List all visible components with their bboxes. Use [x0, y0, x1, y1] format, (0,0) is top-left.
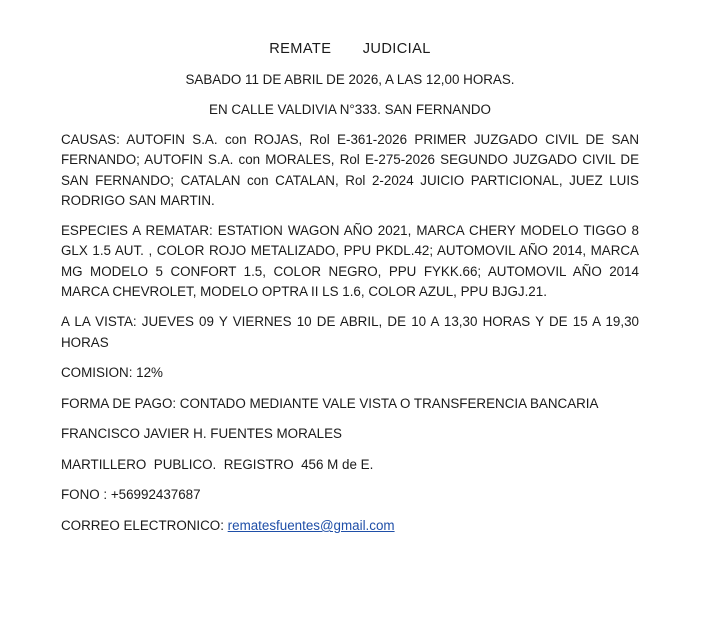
- page-title: REMATE JUDICIAL: [269, 41, 431, 57]
- causas-paragraph: CAUSAS: AUTOFIN S.A. con ROJAS, Rol E-361-2026 PRIMER JUZGADO CIVIL DE SAN FERNANDO; AUTOFIN S.A. con MORALES, Rol E-275-2026 SEGUNDO JUZGADO CIVIL DE SAN FERNANDO; CATALAN con CATALAN, Rol 2-2024 JUICIO PARTICIONAL, JUEZ LUIS RODRIGO SAN MARTIN.: [61, 132, 639, 208]
- correo-label: CORREO ELECTRONICO:: [61, 517, 228, 533]
- martillero-name-line: FRANCISCO JAVIER H. FUENTES MORALES: [61, 426, 342, 442]
- fono-line: FONO : +56992437687: [61, 487, 201, 503]
- especies-paragraph: ESPECIES A REMATAR: ESTATION WAGON AÑO 2021, MARCA CHERY MODELO TIGGO 8 GLX 1.5 AUT. , COLOR ROJO METALIZADO, PPU PKDL.42; AUTOMOVIL AÑO 2014, MARCA MG MODELO 5 CONFORT 1.5, COLOR NEGRO, PPU FYKK.66; AUTOMOVIL AÑO 2014 MARCA CHEVROLET, MODELO OPTRA II LS 1.6, COLOR AZUL, PPU BJGJ.21.: [61, 223, 639, 300]
- comision-line: COMISION: 12%: [61, 364, 163, 380]
- forma-pago-line: FORMA DE PAGO: CONTADO MEDIANTE VALE VISTA O TRANSFERENCIA BANCARIA: [61, 395, 599, 411]
- document-page: [61, 38, 639, 547]
- martillero-registro-line: MARTILLERO PUBLICO. REGISTRO 456 M de E.: [61, 456, 374, 472]
- date-line: SABADO 11 DE ABRIL DE 2026, A LAS 12,00 HORAS.: [185, 72, 515, 87]
- address-line: EN CALLE VALDIVIA N°333. SAN FERNANDO: [209, 102, 491, 117]
- email-link[interactable]: rematesfuentes@gmail.com: [227, 517, 395, 533]
- correo-line: [61, 516, 639, 537]
- vista-paragraph: A LA VISTA: JUEVES 09 Y VIERNES 10 DE ABRIL, DE 10 A 13,30 HORAS Y DE 15 A 19,30 HORAS: [61, 314, 639, 350]
